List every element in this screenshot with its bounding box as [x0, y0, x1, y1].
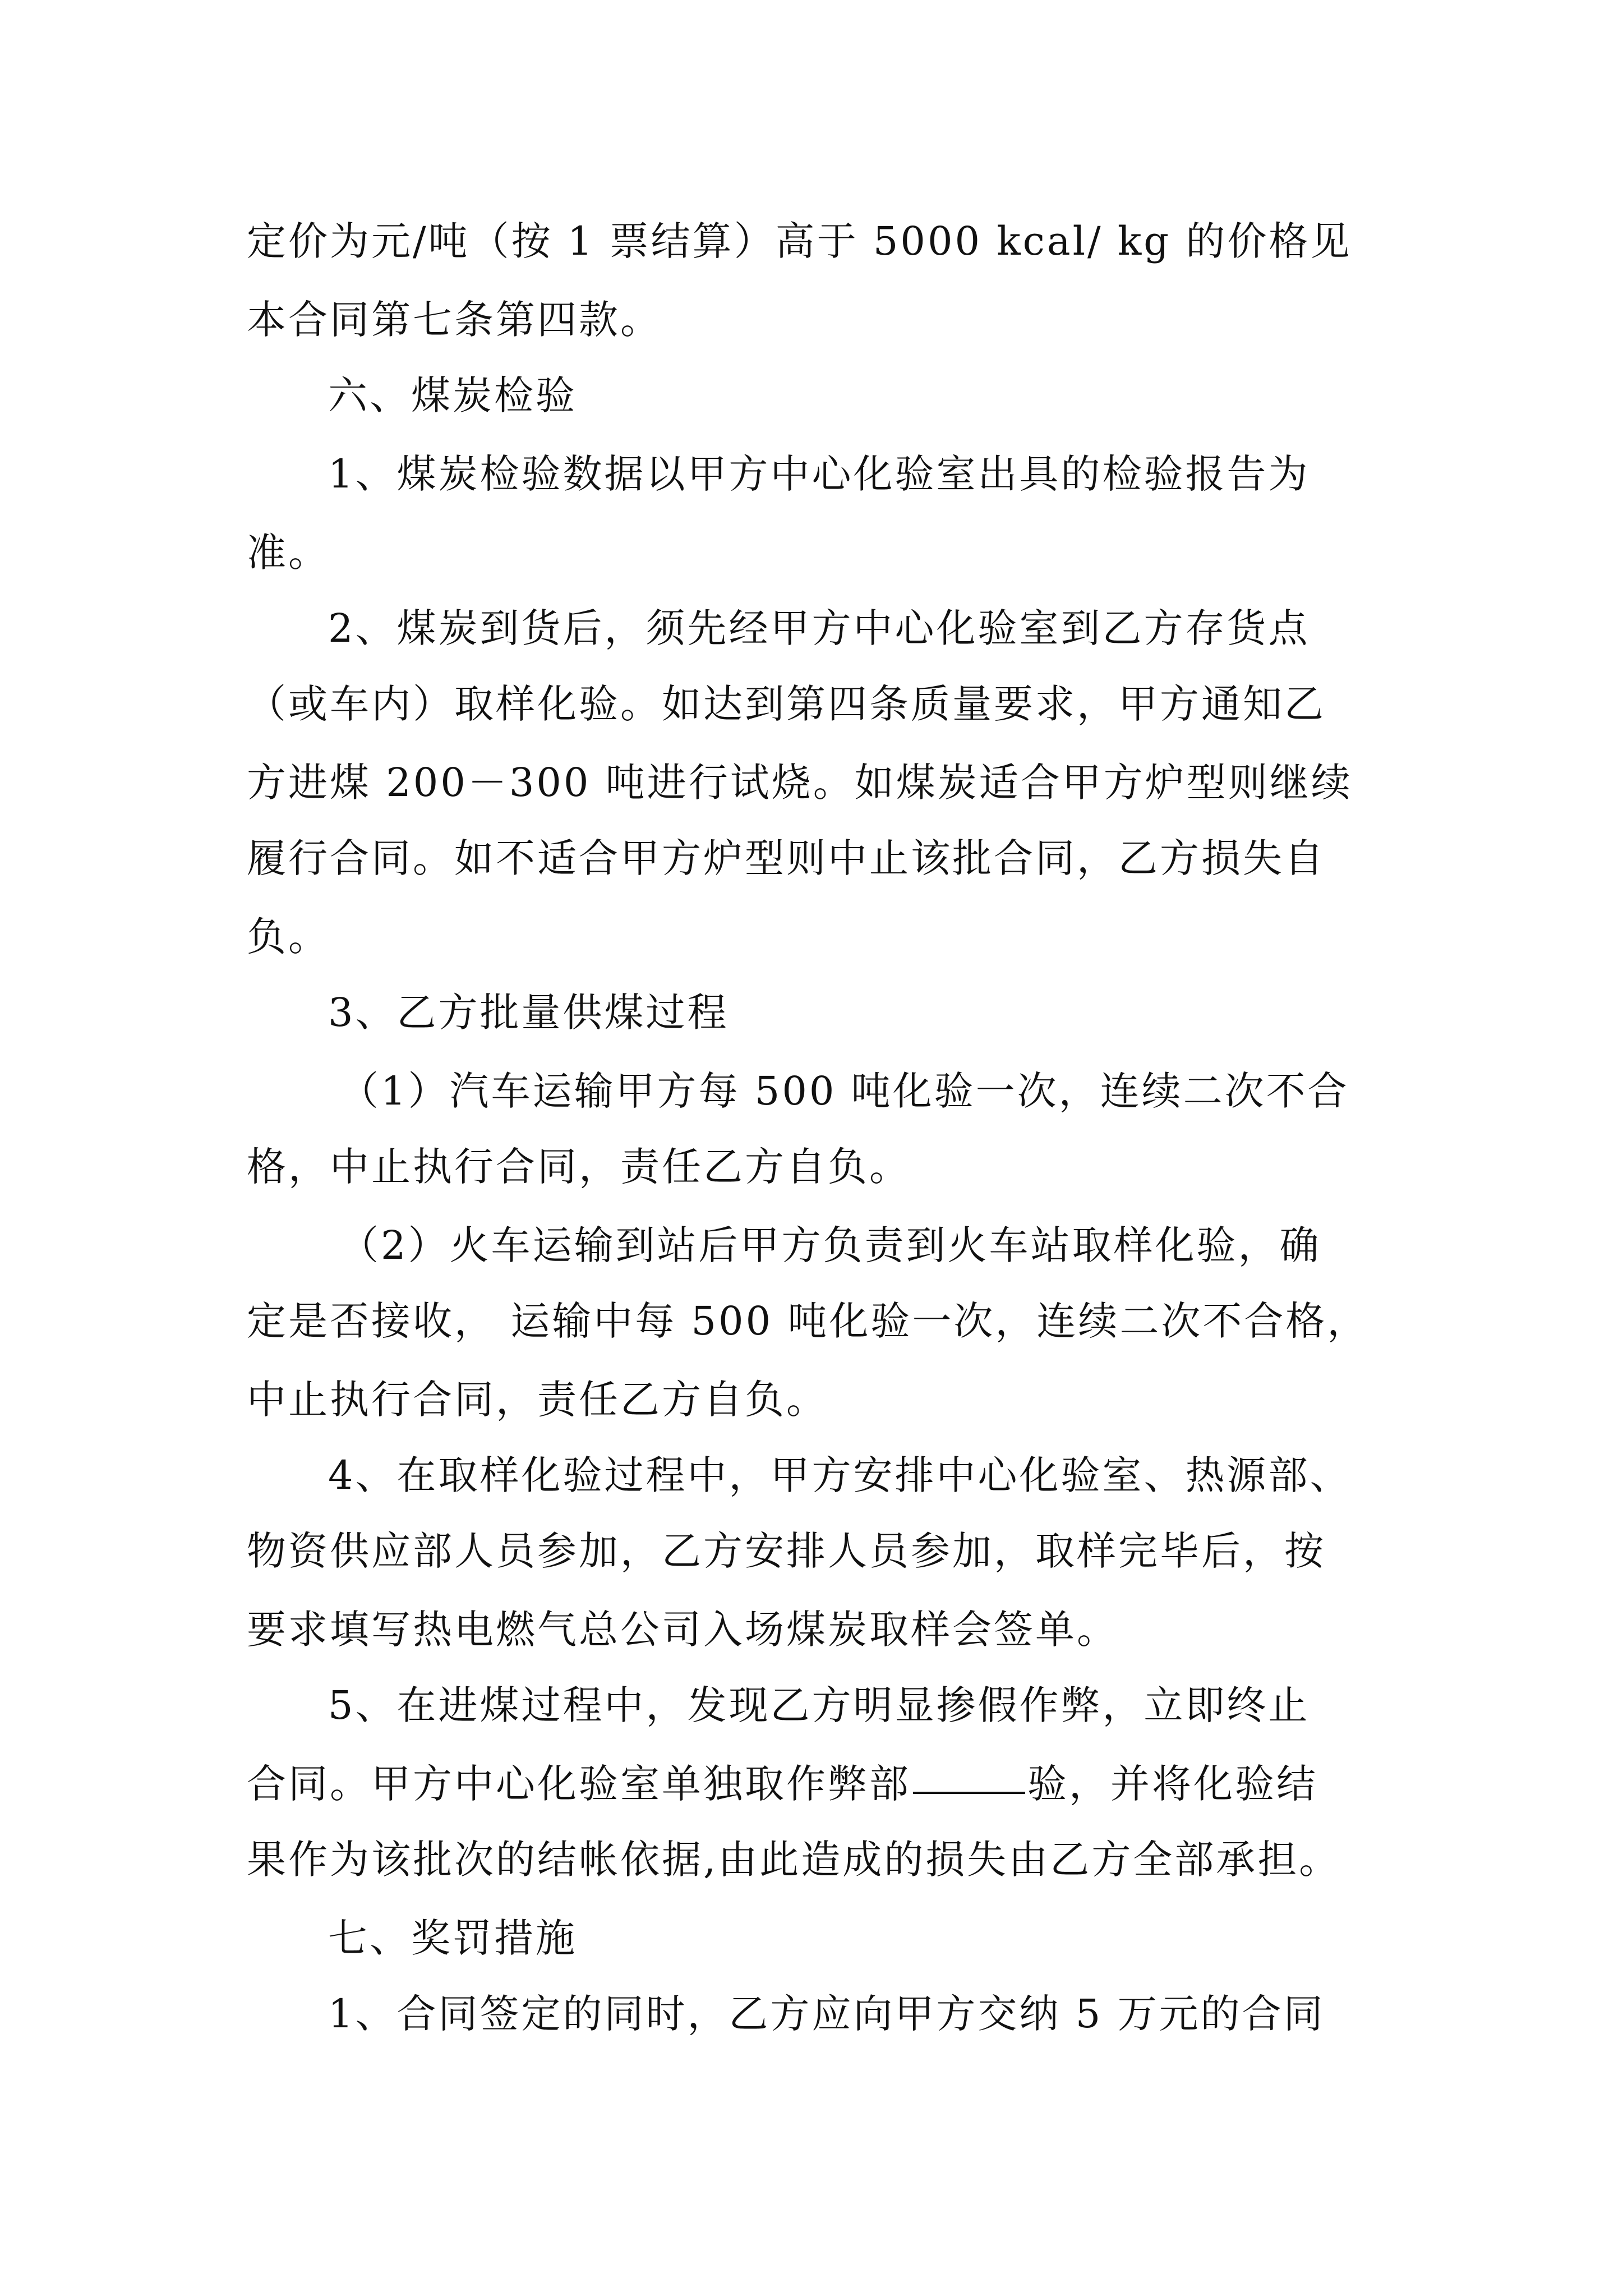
section-heading: 七、奖罚措施 — [328, 1915, 577, 1961]
text-line: 物资供应部人员参加，乙方安排人员参加，取样完毕后，按 — [247, 1528, 1326, 1574]
text-line: 定是否接收， 运输中每 500 吨化验一次，连续二次不合格， — [247, 1298, 1369, 1344]
blank-underline — [913, 1792, 1025, 1794]
text-segment: 合同。甲方中心化验室单独取作弊部 — [247, 1761, 911, 1807]
text-line: 本合同第七条第四款。 — [247, 297, 662, 343]
text-line-with-blank — [247, 1761, 1318, 1807]
text-segment: 验，并将化验结 — [1027, 1761, 1318, 1807]
text-line: 格，中止执行合同，责任乙方自负。 — [247, 1144, 911, 1190]
text-line: 负。 — [247, 914, 330, 960]
text-line: 1、煤炭检验数据以甲方中心化验室出具的检验报告为 — [328, 451, 1310, 497]
text-line: （或车内）取样化验。如达到第四条质量要求，甲方通知乙 — [247, 681, 1326, 727]
text-line: （1）汽车运输甲方每 500 吨化验一次，连续二次不合 — [339, 1068, 1349, 1114]
text-line: 1、合同签定的同时，乙方应向甲方交纳 5 万元的合同 — [328, 1991, 1325, 2037]
text-line: 方进煤 200－300 吨进行试烧。如煤炭适合甲方炉型则继续 — [247, 760, 1353, 806]
text-line: 准。 — [247, 530, 330, 576]
section-heading: 六、煤炭检验 — [328, 372, 577, 418]
text-line: 3、乙方批量供煤过程 — [328, 990, 729, 1036]
text-line: 2、煤炭到货后，须先经甲方中心化验室到乙方存货点 — [328, 605, 1310, 651]
text-line: 果作为该批次的结帐依据,由此造成的损失由乙方全部承担。 — [247, 1837, 1341, 1883]
text-line: 5、在进煤过程中，发现乙方明显掺假作弊，立即终止 — [328, 1682, 1310, 1728]
text-line: 要求填写热电燃气总公司入场煤炭取样会签单。 — [247, 1607, 1118, 1653]
text-line: 履行合同。如不适合甲方炉型则中止该批合同，乙方损失自 — [247, 835, 1326, 881]
text-line: 中止执行合同，责任乙方自负。 — [247, 1377, 828, 1423]
text-line: （2）火车运输到站后甲方负责到火车站取样化验，确 — [339, 1222, 1321, 1268]
text-line: 定价为元/吨（按 1 票结算）高于 5000 kcal/ kg 的价格见 — [247, 218, 1352, 264]
text-line: 4、在取样化验过程中，甲方安排中心化验室、热源部、 — [328, 1452, 1352, 1498]
